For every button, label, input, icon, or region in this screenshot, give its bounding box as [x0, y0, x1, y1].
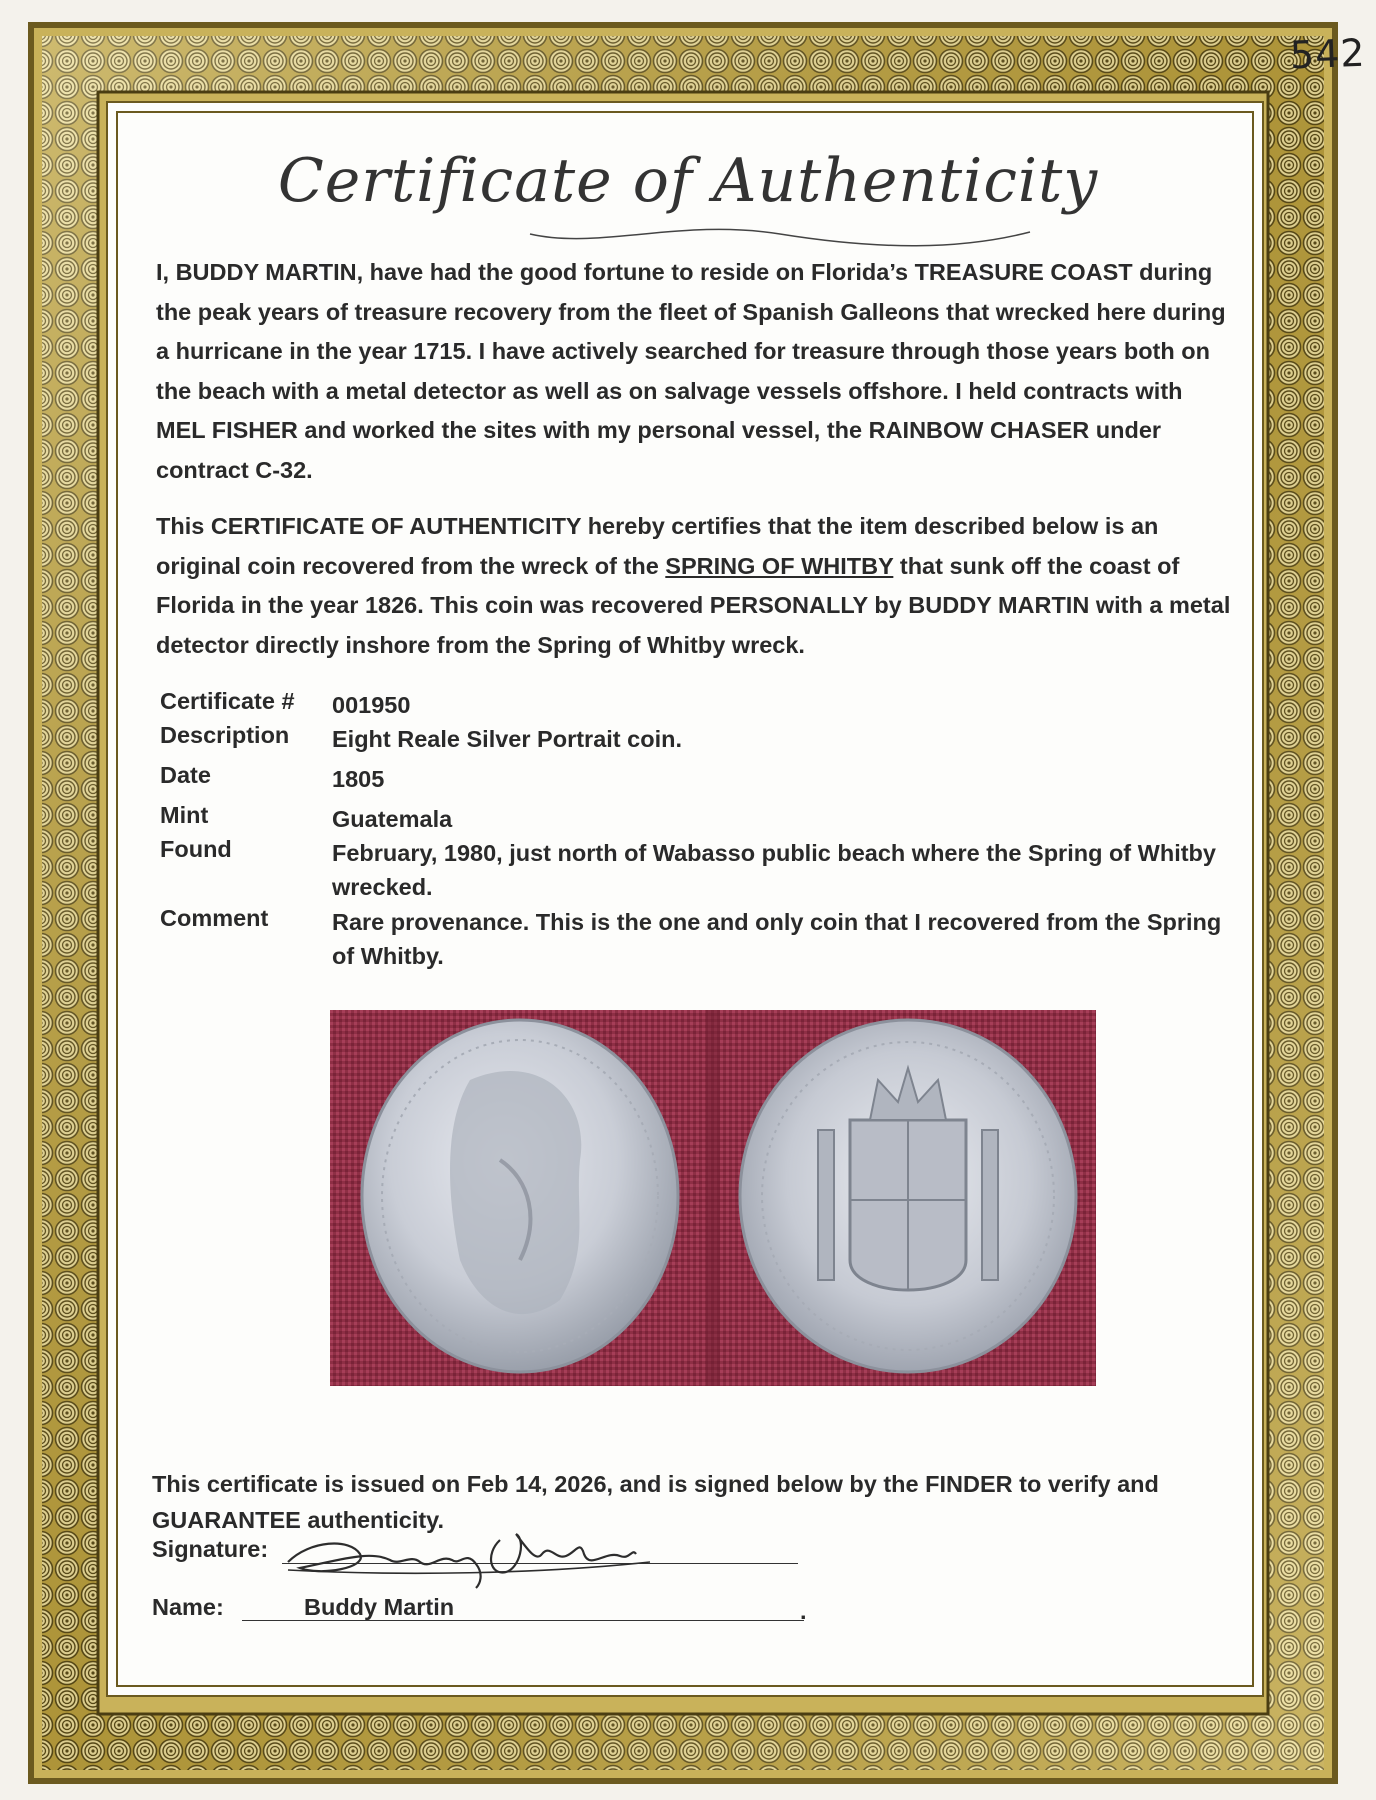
detail-label: Mint	[160, 802, 209, 828]
name-label: Name:	[152, 1594, 224, 1620]
handwritten-signature	[280, 1510, 660, 1590]
detail-value: 1805	[332, 766, 385, 792]
detail-row-mint	[160, 802, 1240, 836]
detail-label: Comment	[160, 905, 269, 931]
detail-label: Date	[160, 762, 211, 788]
ship-name: SPRING OF WHITBY	[665, 552, 894, 579]
intro-paragraph: I, BUDDY MARTIN, have had the good fortune to reside on Florida’s TREASURE COAST during the peak years of treasure recovery from the fleet of Spanish Galleons that wrecked here during a hurricane in the year 1715. I have actively searched for treasure through those years both on the beach with a metal detector as well as on salvage vessels offshore. I held contracts with MEL FISHER and worked the sites with my personal vessel, the RAINBOW CHASER under contract C-32.	[156, 259, 1226, 483]
detail-row-found	[160, 836, 1240, 905]
detail-value: February, 1980, just north of Wabasso public beach where the Spring of Whitby wrecked.	[332, 840, 1216, 900]
detail-row-date	[160, 762, 1240, 802]
closing-statement: This certificate is issued on Feb 14, 2026, and is signed below by the FINDER to verify and GUARANTEE authenticity.	[152, 1471, 1159, 1533]
title-flourish	[520, 214, 1040, 254]
detail-value: 001950	[332, 692, 411, 718]
detail-row-comment	[160, 905, 1240, 973]
handwritten-number: 542	[1289, 30, 1367, 78]
certify-text-before: This CERTIFICATE OF AUTHENTICITY hereby certifies that the item described below is an original coin recovered from the wreck of the	[156, 513, 1159, 579]
detail-row-description	[160, 722, 1240, 762]
detail-value: Rare provenance. This is the one and only coin that I recovered from the Spring of Whitby.	[332, 909, 1222, 969]
certify-paragraph	[156, 507, 1236, 665]
detail-label: Description	[160, 722, 290, 748]
detail-label: Found	[160, 836, 232, 862]
signature-label: Signature:	[152, 1536, 269, 1562]
details-table	[160, 688, 1240, 973]
certify-text-after: that sunk off the coast of Florida in the year 1826. This coin was recovered PERSONALLY by BUDDY MARTIN with a metal detector directly inshore from the Spring of Whitby wreck.	[156, 552, 1231, 658]
coin-photo	[330, 1010, 1096, 1386]
coin-obverse	[362, 1020, 678, 1372]
name-value: Buddy Martin	[304, 1594, 455, 1620]
certificate-title: Certificate of Authenticity	[277, 146, 1099, 216]
coin-reverse	[740, 1020, 1076, 1372]
detail-value: Eight Reale Silver Portrait coin.	[332, 726, 682, 752]
detail-label: Certificate #	[160, 688, 295, 714]
detail-row-certificate	[160, 688, 1240, 722]
name-line-end: .	[800, 1598, 807, 1624]
detail-value: Guatemala	[332, 806, 453, 832]
